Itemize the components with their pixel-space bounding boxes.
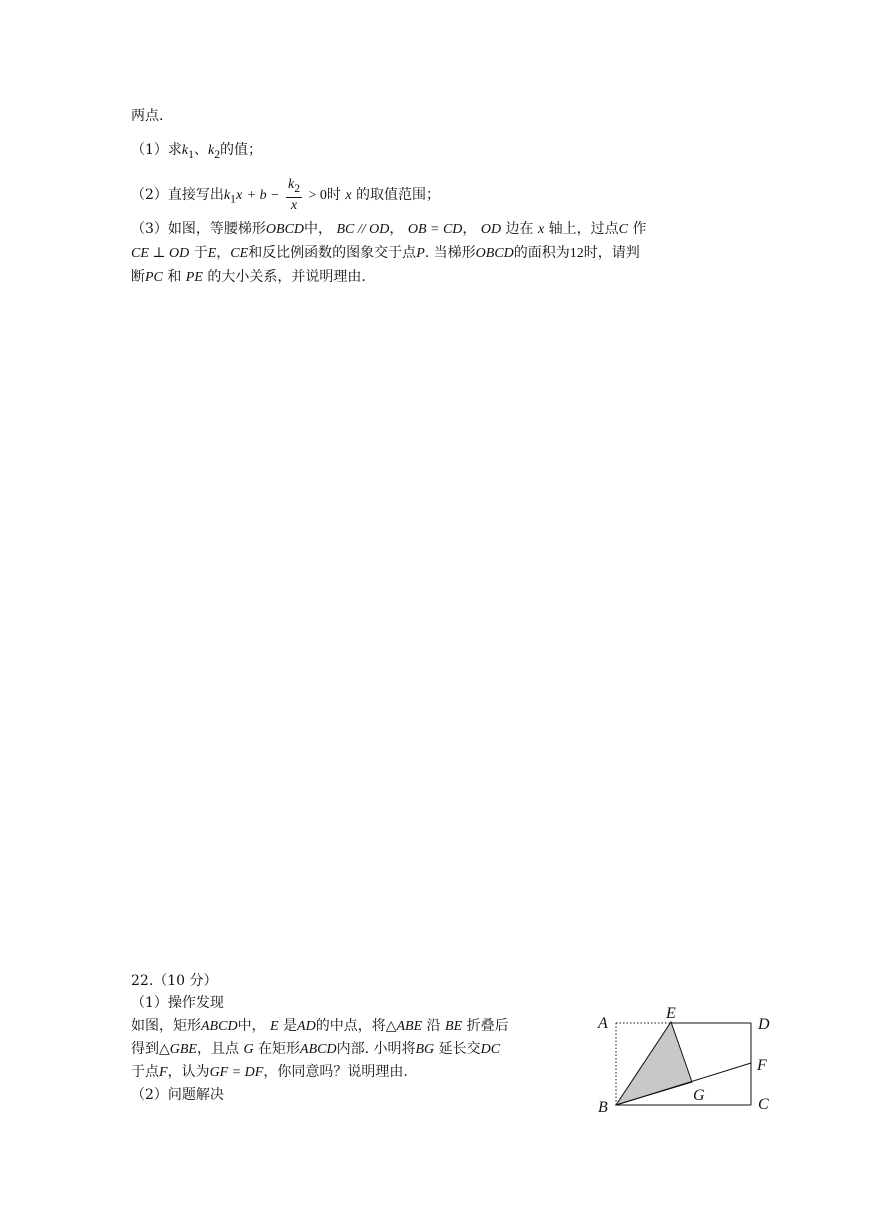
q22-paragraph-line-1 [131,1016,509,1037]
q22-header-text: 22.（10 分） [131,973,218,989]
q2-x: x [235,187,243,203]
q3-area-12: 12 [569,246,584,261]
q22-DC: DC [480,1042,501,1057]
sub-1: 1 [188,147,194,161]
label-E: E [666,1005,676,1022]
q22-p1-d: 的中点，将 [315,1018,386,1034]
shaded-triangle-GBE [616,1022,692,1105]
q22-p2-c: 在矩形 [258,1041,301,1057]
q22-E: E [270,1019,279,1034]
question-2 [131,176,440,214]
q3-l1-e: 作 [632,221,647,237]
q22-p3-a: 于点 [131,1064,159,1080]
q2-gt-zero: > 0 [308,187,327,203]
q22-p1-e: 沿 [426,1018,441,1034]
text-line-two-points [131,106,163,126]
q3-l2-b: 和反比例函数的图象交于点 [248,245,417,261]
q22-GF-eq-DF: GF = DF [209,1065,264,1080]
q3-C: C [618,222,629,237]
question-1 [131,140,262,165]
q3-l2-a: 于 [193,245,208,261]
var-k2: k [207,143,215,158]
q3-CE-perp-OD: CE ⊥ OD [131,246,190,261]
fraction-numerator [286,176,302,198]
q3-OB-eq-CD: OB = CD [407,222,463,237]
q1-prefix: （1）求 [131,142,182,158]
q22-ABCD-2: ABCD [300,1042,337,1057]
label-B: B [598,1099,608,1116]
q3-P: P [416,246,425,261]
q22-p3-b: ，认为 [167,1064,210,1080]
q2-suffix: 的取值范围； [356,186,441,203]
q3-l1-b: 中， [304,221,333,237]
q2-k1: k [223,187,231,203]
label-A: A [598,1015,608,1032]
q3-comma-3: ， [216,245,231,261]
q22-G: G [243,1042,254,1057]
q3-l1-c: 边在 [505,221,534,237]
q22-triangle-ABE: △ABE [385,1019,423,1034]
frac-k: k [288,177,295,192]
q22-p1-f: 折叠后 [466,1018,509,1034]
q3-l3-a: 断 [131,269,145,285]
q22-AD: AD [297,1019,316,1034]
q3-OD: OD [480,222,502,237]
q3-l3-c: 的大小关系，并说明理由. [207,269,366,285]
text-two-points: 两点. [131,108,164,124]
var-k1: k [181,143,189,158]
q22-header [131,971,218,991]
question-3-line-3 [131,267,366,288]
label-F: F [757,1057,767,1074]
q22-p2-a: 得到 [131,1041,159,1057]
q3-comma-2: ， [462,221,477,237]
q1-separator: 、 [193,142,208,158]
sub-2: 2 [214,147,221,161]
q3-l2-d: 的面积为 [513,245,570,261]
q2-mid: 时 [326,186,341,203]
q3-x: x [538,222,545,237]
label-D: D [758,1016,770,1033]
rectangle-fold-figure [590,1002,780,1120]
q3-l2-e: 时，请判 [583,245,640,261]
q22-triangle-GBE: △GBE [159,1042,197,1057]
q22-F: F [159,1065,168,1080]
frac-sub-2: 2 [294,181,301,195]
q22-section-2-title [131,1085,224,1105]
q22-p1-c: 是 [283,1018,298,1034]
q3-l2-c: . 当梯形 [424,245,476,261]
q22-paragraph-line-2 [131,1039,500,1060]
fraction-denominator: x [290,197,298,213]
question-3-line-1 [131,219,646,240]
q22-section-1-title [131,993,224,1013]
q3-PE: PE [185,270,203,285]
q22-s2-title-text: （2）问题解决 [131,1087,224,1103]
q2-sub-1: 1 [230,192,236,206]
q3-l1-a: （3）如图，等腰梯形 [131,221,266,237]
q22-p1-b: 中， [237,1018,266,1034]
fraction-k2-over-x [286,176,302,214]
q22-p2-d: 内部. 小明将 [336,1041,416,1057]
q3-OBCD: OBCD [265,222,305,237]
q3-CE: CE [230,246,249,261]
label-C: C [758,1096,769,1113]
q22-BG: BG [415,1042,435,1057]
q22-BE: BE [445,1019,463,1034]
q3-l3-b: 和 [167,269,182,285]
q3-BC-parallel-OD: BC // OD [336,222,390,237]
q2-prefix: （2）直接写出 [131,186,224,203]
q2-plus-b: + b − [246,187,280,203]
q3-E: E [207,246,217,261]
q22-ABCD: ABCD [201,1019,238,1034]
label-G: G [693,1087,705,1104]
q22-s1-title-text: （1）操作发现 [131,995,224,1011]
q3-l1-d: 轴上，过点 [548,221,619,237]
q3-OBCD-2: OBCD [475,246,514,261]
q22-paragraph-line-3 [131,1062,408,1083]
q22-p3-c: ，你同意吗？说明理由. [263,1064,408,1080]
q1-suffix: 的值； [220,142,263,158]
q3-PC: PC [145,270,163,285]
q22-p1-a: 如图，矩形 [131,1018,201,1034]
q22-p2-b: ，且点 [196,1041,239,1057]
question-3-line-2 [131,243,640,264]
q2-x-range: x [345,187,352,203]
q3-comma-1: ， [389,221,404,237]
q22-p2-e: 延长交 [438,1041,481,1057]
